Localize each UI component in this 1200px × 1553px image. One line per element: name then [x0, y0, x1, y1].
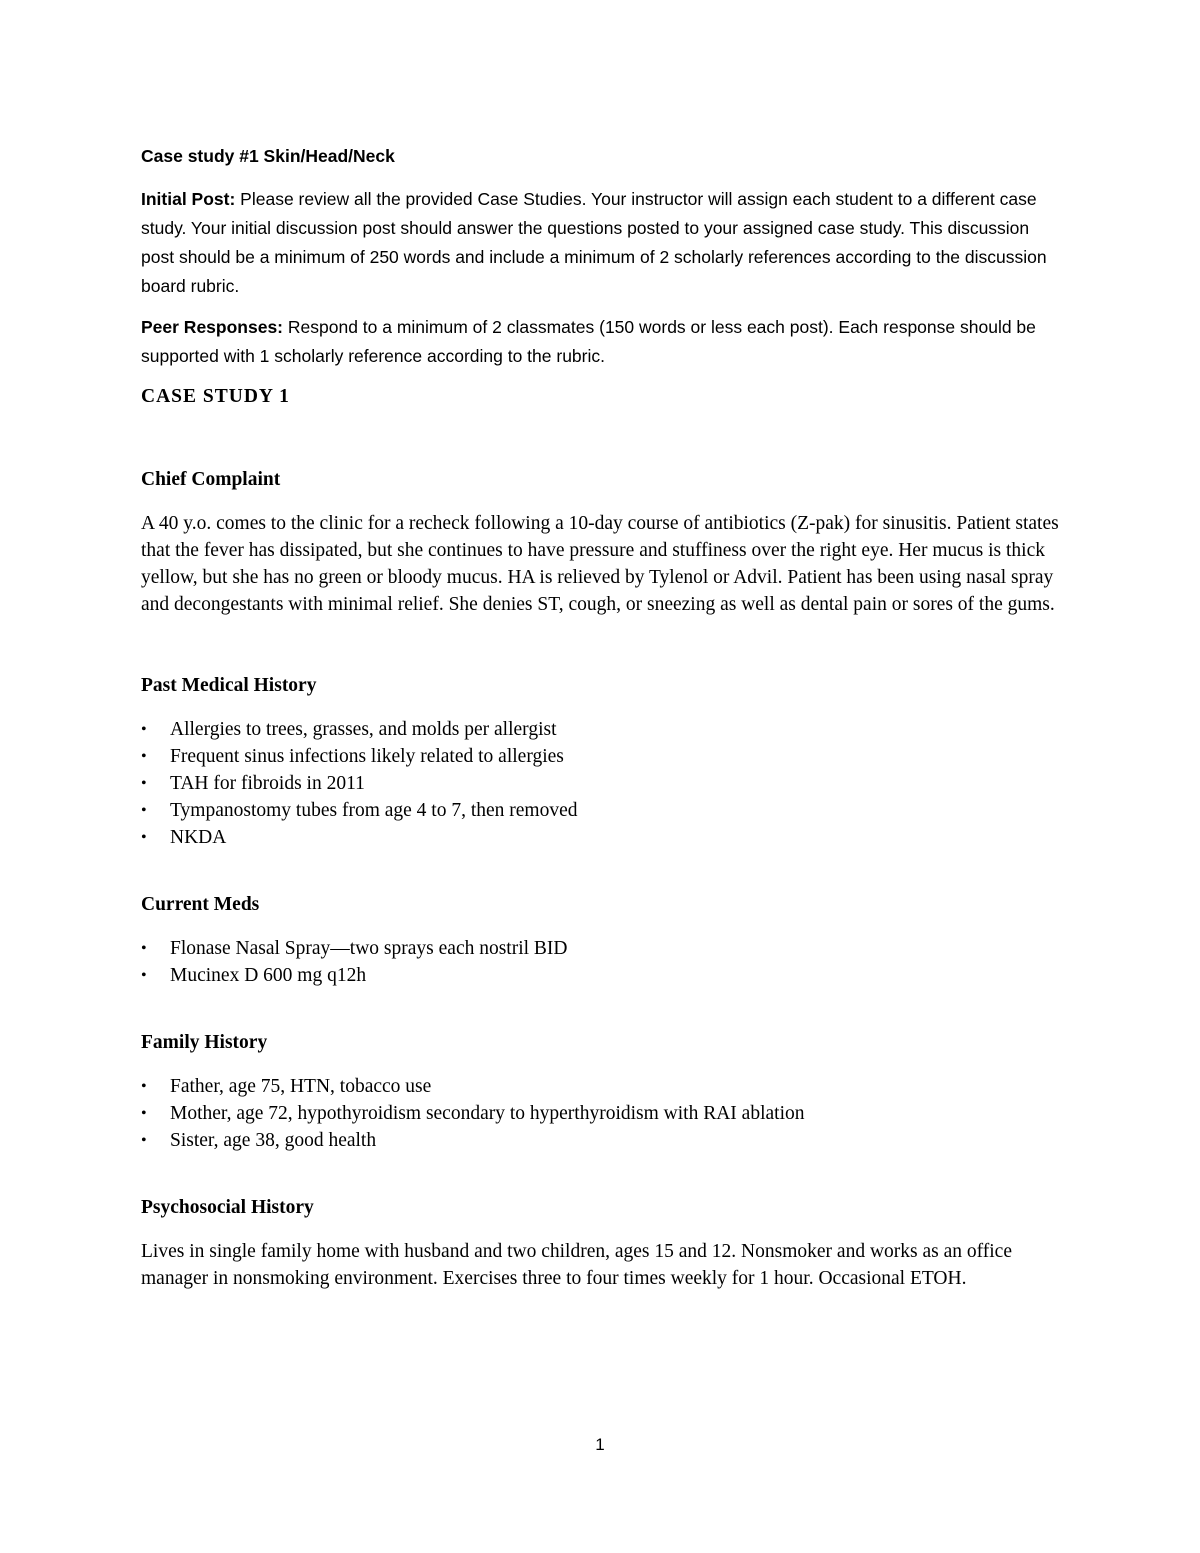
initial-post-paragraph [141, 185, 1061, 301]
list-item [141, 962, 1061, 989]
family-history-heading: Family History [141, 1032, 268, 1053]
list-item [141, 797, 1061, 824]
case-study-heading: CASE STUDY 1 [141, 386, 290, 407]
initial-post-label: Initial Post: [141, 189, 236, 209]
current-meds-heading: Current Meds [141, 894, 260, 915]
bullet-icon: • [141, 829, 147, 846]
page-number: 1 [595, 1435, 605, 1454]
peer-responses-text: Respond to a minimum of 2 classmates (150 words or less each post). Each response should be supported with 1 scholarly reference according to the rubric. [141, 317, 1036, 366]
list-item [141, 770, 1061, 797]
peer-responses-paragraph [141, 313, 1061, 371]
list-item-text: Mother, age 72, hypothyroidism secondary to hyperthyroidism with RAI ablation [170, 1103, 805, 1124]
list-item-text: NKDA [170, 827, 227, 848]
document-title: Case study #1 Skin/Head/Neck [141, 146, 395, 166]
peer-responses-label: Peer Responses: [141, 317, 284, 337]
bullet-icon: • [141, 940, 147, 957]
list-item-text: Father, age 75, HTN, tobacco use [170, 1076, 432, 1097]
past-medical-history-heading: Past Medical History [141, 675, 317, 696]
list-item [141, 743, 1061, 770]
bullet-icon: • [141, 748, 147, 765]
list-item-text: Frequent sinus infections likely related to allergies [170, 746, 564, 767]
bullet-icon: • [141, 802, 147, 819]
list-item-text: Mucinex D 600 mg q12h [170, 965, 367, 986]
chief-complaint-text: A 40 y.o. comes to the clinic for a recheck following a 10-day course of antibiotics (Z-pak) for sinusitis. Patient states that the fever has dissipated, but she continues to have pressure and stuffiness over the right eye. Her mucus is thick yellow, but she has no green or bloody mucus. HA is relieved by Tylenol or Advil. Patient has been using nasal spray and decongestants with minimal relief. She denies ST, cough, or sneezing as well as dental pain or sores of the gums. [141, 513, 1059, 615]
psychosocial-history-text: Lives in single family home with husband and two children, ages 15 and 12. Nonsmoker and works as an office manager in nonsmoking environment. Exercises three to four times weekly for 1 hour. Occasional ETOH. [141, 1241, 1012, 1289]
list-item [141, 716, 1061, 743]
document-body [141, 142, 1061, 1292]
bullet-icon: • [141, 1078, 147, 1095]
initial-post-text: Please review all the provided Case Studies. Your instructor will assign each student to a different case study. Your initial discussion post should answer the questions posted to your assigned case study. This discussion post should be a minimum of 250 words and include a minimum of 2 scholarly references according to the discussion board rubric. [141, 189, 1047, 296]
list-item [141, 1073, 1061, 1100]
list-item [141, 1127, 1061, 1154]
psychosocial-history-heading: Psychosocial History [141, 1197, 314, 1218]
list-item [141, 1100, 1061, 1127]
list-item-text: TAH for fibroids in 2011 [170, 773, 365, 794]
bullet-icon: • [141, 721, 147, 738]
bullet-icon: • [141, 967, 147, 984]
family-history-list [141, 1073, 1061, 1154]
list-item-text: Sister, age 38, good health [170, 1130, 377, 1151]
list-item-text: Tympanostomy tubes from age 4 to 7, then removed [170, 800, 578, 821]
current-meds-list [141, 935, 1061, 989]
past-medical-history-list [141, 716, 1061, 851]
bullet-icon: • [141, 1105, 147, 1122]
bullet-icon: • [141, 1132, 147, 1149]
list-item [141, 824, 1061, 851]
chief-complaint-heading: Chief Complaint [141, 469, 281, 490]
list-item [141, 935, 1061, 962]
bullet-icon: • [141, 775, 147, 792]
list-item-text: Allergies to trees, grasses, and molds per allergist [170, 719, 557, 740]
list-item-text: Flonase Nasal Spray—two sprays each nostril BID [170, 938, 568, 959]
